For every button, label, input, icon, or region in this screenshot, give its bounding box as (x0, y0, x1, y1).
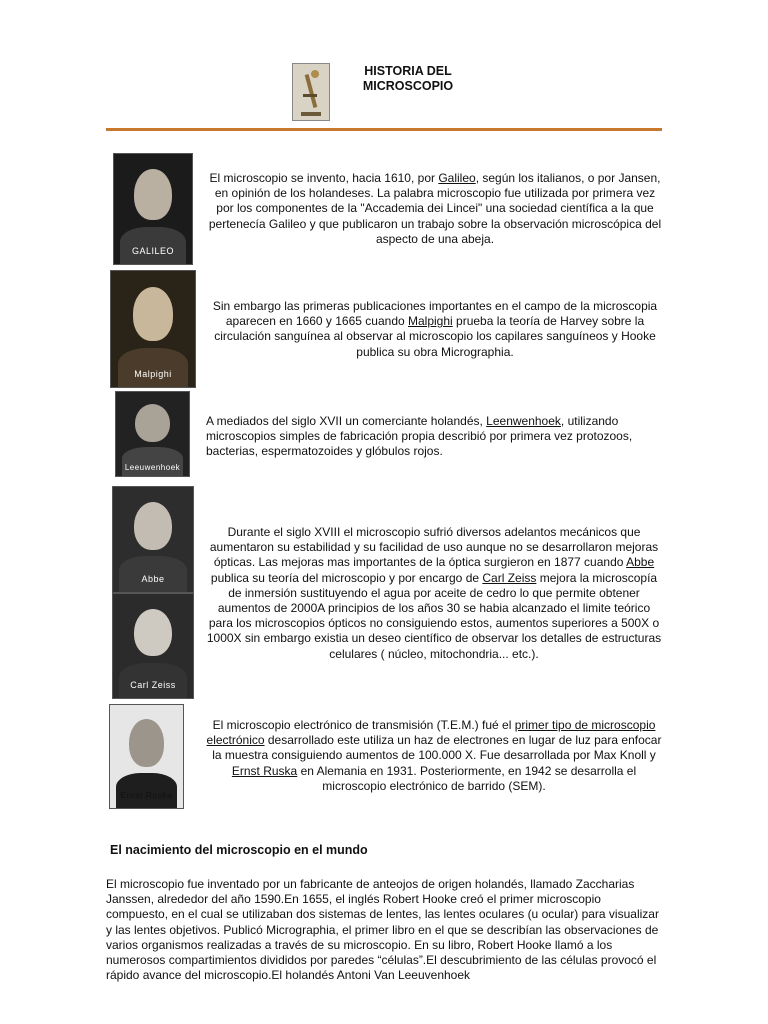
paragraph-ruska: El microscopio electrónico de transmisión (T.E.M.) fué el primer tipo de microscopio electrónico desarrollado este utiliza un haz de electrones en lugar de luz para enfocar la muestra consiguiendo aumentos de 100.000 X. Fue desarrollada por Max Knoll y Ernst Ruska en Alemania en 1931. Posteriormente, en 1942 se desarrolla el microscopio electrónico de barrido (SEM). (206, 718, 662, 793)
paragraph-galileo: El microscopio se invento, hacia 1610, por Galileo, según los italianos, o por Jansen, en opinión de los holandeses. La palabra microscopio fue utilizada por primera vez por los componentes de la "Accademia dei Lincei" una sociedad científica a la que pertenecía Galileo y que publicaron un trabajo sobre la observación microscópica del aspecto de una abeja. (208, 171, 662, 246)
header-divider (106, 128, 662, 131)
leeuwenhoek-caption: Leeuwenhoek (124, 463, 181, 472)
zeiss-portrait (112, 593, 194, 699)
galileo-portrait (113, 153, 193, 265)
galileo-link[interactable]: Galileo (438, 171, 476, 185)
malpighi-portrait (110, 270, 196, 388)
paragraph-leeuwenhoek: A mediados del siglo XVII un comerciante holandés, Leenwenhoek, utilizando microscopios simples de fabricación propia describió por primera vez protozoos, bacterias, espermatozoides y glóbulos rojos. (206, 414, 633, 459)
malpighi-link[interactable]: Malpighi (408, 314, 453, 329)
abbe-portrait (112, 486, 194, 593)
page-title: HISTORIA DEL MICROSCOPIO (362, 64, 454, 93)
ruska-caption: Ernst Ruska (120, 790, 173, 800)
galileo-caption: GALILEO (131, 246, 175, 256)
microscope-icon (293, 64, 329, 120)
leeuwenhoek-link[interactable]: Leenwenhoek (486, 414, 561, 428)
leeuwenhoek-portrait (115, 391, 190, 477)
ruska-link[interactable]: Ernst Ruska (231, 763, 298, 778)
zeiss-caption: Carl Zeiss (130, 680, 176, 690)
abbe-link[interactable]: Abbe (626, 555, 655, 570)
zeiss-link[interactable]: Carl Zeiss (482, 570, 537, 585)
section-heading: El nacimiento del microscopio en el mundo (110, 843, 368, 857)
abbe-caption: Abbe (141, 574, 165, 584)
section-body: El microscopio fue inventado por un fabricante de anteojos de origen holandés, llamado Zaccharias Janssen, alrededor del año 1590.En 1655, el inglés Robert Hooke creó el primer microscopio compuesto, en el cual se utilizaban dos sistemas de lentes, las lentes oculares (u ocular) para visualizar y las lentes objetivos. Publicó Micrographia, el primer libro en el que se describían las observaciones de varios organismos realizadas a través de su microscopio. En su libro, Robert Hooke llamó a los numerosos compartimientos divididos por paredes “células”.El descubrimiento de las células provocó el rápido avance del microscopio.El holandés Antoni Van Leeuvenhoek (106, 877, 659, 983)
microscope-logo-image (292, 63, 330, 121)
malpighi-caption: Malpighi (134, 369, 172, 379)
electron-microscope-link[interactable]: primer tipo de microscopio electrónico (206, 718, 656, 748)
paragraph-abbe-zeiss: Durante el siglo XVIII el microscopio sufrió diversos adelantos mecánicos que aumentaron su estabilidad y su facilidad de uso aunque no se desarrollaron mejoras ópticas. Las mejoras mas importantes de la óptica surgieron en 1877 cuando Abbe publica su teoría del microscopio y por encargo de Carl Zeiss mejora la microscopía de inmersión sustituyendo el agua por aceite de cedro lo que permite obtener aumentos de 2000A principios de los años 30 se habia alcanzado el limite teórico para los microscopios ópticos no consiguiendo estos, aumentos superiores a 500X o 1000X sin embargo existia un deseo científico de observar los detalles de estructuras celulares ( núcleo, mitochondria... etc.). (206, 525, 662, 661)
paragraph-malpighi: Sin embargo las primeras publicaciones importantes en el campo de la microscopia aparecen en 1660 y 1665 cuando Malpighi prueba la teoría de Harvey sobre la circulación sanguínea al observar al microscopio los capilares sanguíneos y Hooke publica su obra Micrographia. (212, 299, 658, 359)
ruska-portrait (109, 704, 184, 809)
